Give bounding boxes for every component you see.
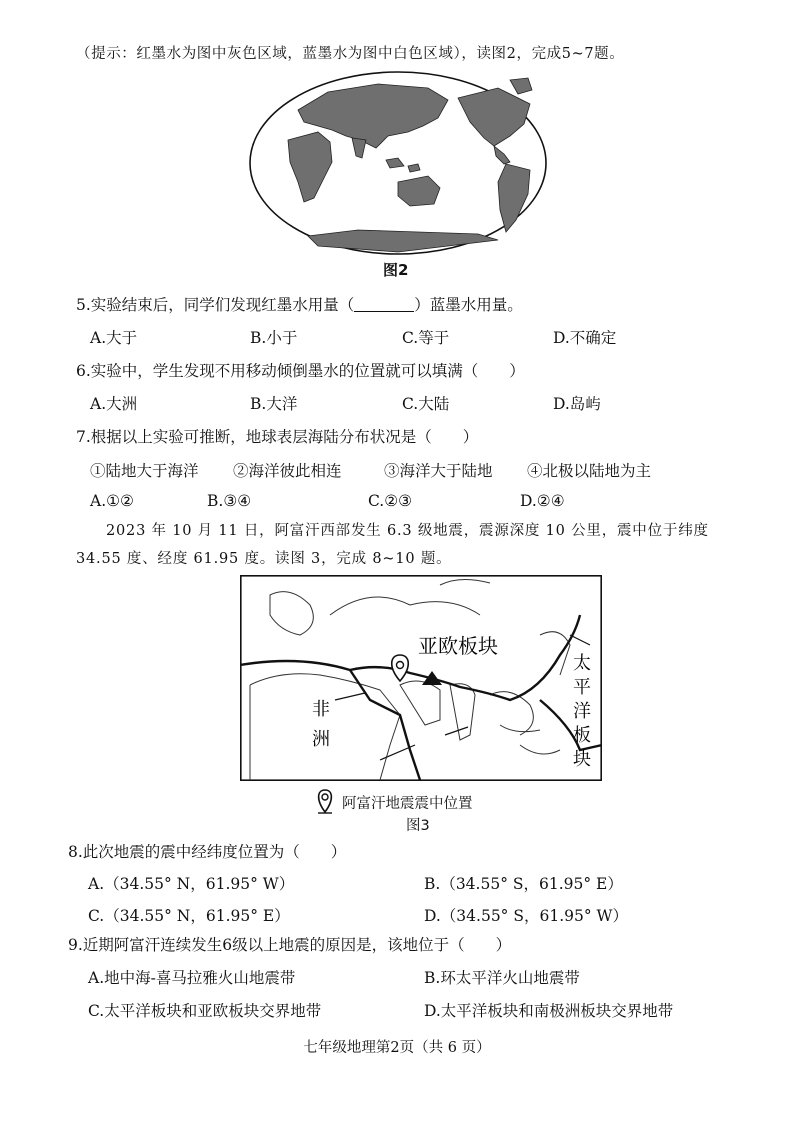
q7-option-c: C.②③ [368, 492, 413, 510]
q6-option-d: D.岛屿 [553, 395, 601, 413]
q7-statement-3: ③海洋大于陆地 [384, 462, 493, 480]
q9-option-b: B.环太平洋火山地震带 [424, 969, 580, 987]
q9-option-a: A.地中海-喜马拉雅火山地震带 [88, 969, 296, 987]
q5-option-d: D.不确定 [553, 329, 617, 347]
earthquake-paragraph-line2: 34.55 度、经度 61.95 度。读图 3，完成 8~10 题。 [76, 551, 452, 567]
figure3-caption: 图3 [406, 818, 430, 834]
pacific-label-5: 块 [573, 749, 591, 770]
q8-option-a: A.（34.55° N，61.95° W） [88, 875, 295, 893]
question-5 [76, 293, 523, 315]
africa-label-2: 洲 [312, 729, 330, 750]
q9-option-c: C.太平洋板块和亚欧板块交界地带 [88, 1002, 322, 1020]
eurasia-plate-label: 亚欧板块 [418, 634, 498, 658]
question-8: 8.此次地震的震中经纬度位置为（ ） [68, 843, 347, 861]
q8-option-d: D.（34.55° S，61.95° W） [424, 907, 628, 925]
answer-blank [354, 297, 414, 312]
legend-marker-icon [314, 788, 336, 814]
question-5-stem-start: 5.实验结束后，同学们发现红墨水用量（ [76, 296, 355, 314]
q7-option-b: B.③④ [207, 492, 252, 510]
q6-option-a: A.大洲 [90, 395, 138, 413]
q9-option-d: D.太平洋板块和南极洲板块交界地带 [424, 1002, 674, 1020]
q7-option-a: A.①② [90, 492, 134, 510]
q8-option-b: B.（34.55° S，61.95° E） [424, 875, 623, 893]
pacific-label-1: 太 [573, 653, 591, 674]
plate-map-figure [240, 575, 602, 781]
q5-option-a: A.大于 [90, 329, 138, 347]
pacific-label-3: 洋 [573, 701, 591, 722]
q8-option-c: C.（34.55° N，61.95° E） [88, 907, 290, 925]
question-9: 9.近期阿富汗连续发生6级以上地震的原因是，该地位于（ ） [68, 936, 512, 954]
q6-option-c: C.大陆 [402, 395, 450, 413]
q6-option-b: B.大洋 [250, 395, 298, 413]
q7-statement-2: ②海洋彼此相连 [233, 462, 342, 480]
world-map-figure [248, 70, 548, 256]
question-5-stem-end: ）蓝墨水用量。 [414, 296, 523, 314]
figure2-caption: 图2 [383, 261, 409, 279]
question-7: 7.根据以上实验可推断，地球表层海陆分布状况是（ ） [76, 428, 479, 446]
earthquake-paragraph-line1: 2023 年 10 月 11 日，阿富汗西部发生 6.3 级地震，震源深度 10 公里，震中位于纬度 [106, 523, 709, 539]
q5-option-b: B.小于 [250, 329, 298, 347]
pacific-label-4: 板 [573, 725, 591, 746]
legend-text: 阿富汗地震震中位置 [342, 796, 473, 812]
pacific-label-2: 平 [573, 677, 591, 698]
q7-statement-4: ④北极以陆地为主 [527, 462, 652, 480]
page-footer: 七年级地理第2页（共 6 页） [303, 1040, 491, 1056]
hint-text: （提示：红墨水为图中灰色区域，蓝墨水为图中白色区域），读图2，完成5~7题。 [76, 46, 625, 62]
q7-statement-1: ①陆地大于海洋 [90, 462, 199, 480]
question-6: 6.实验中，学生发现不用移动倾倒墨水的位置就可以填满（ ） [76, 362, 525, 380]
q5-option-c: C.等于 [402, 329, 450, 347]
africa-label-1: 非 [312, 699, 330, 720]
q7-option-d: D.②④ [520, 492, 565, 510]
